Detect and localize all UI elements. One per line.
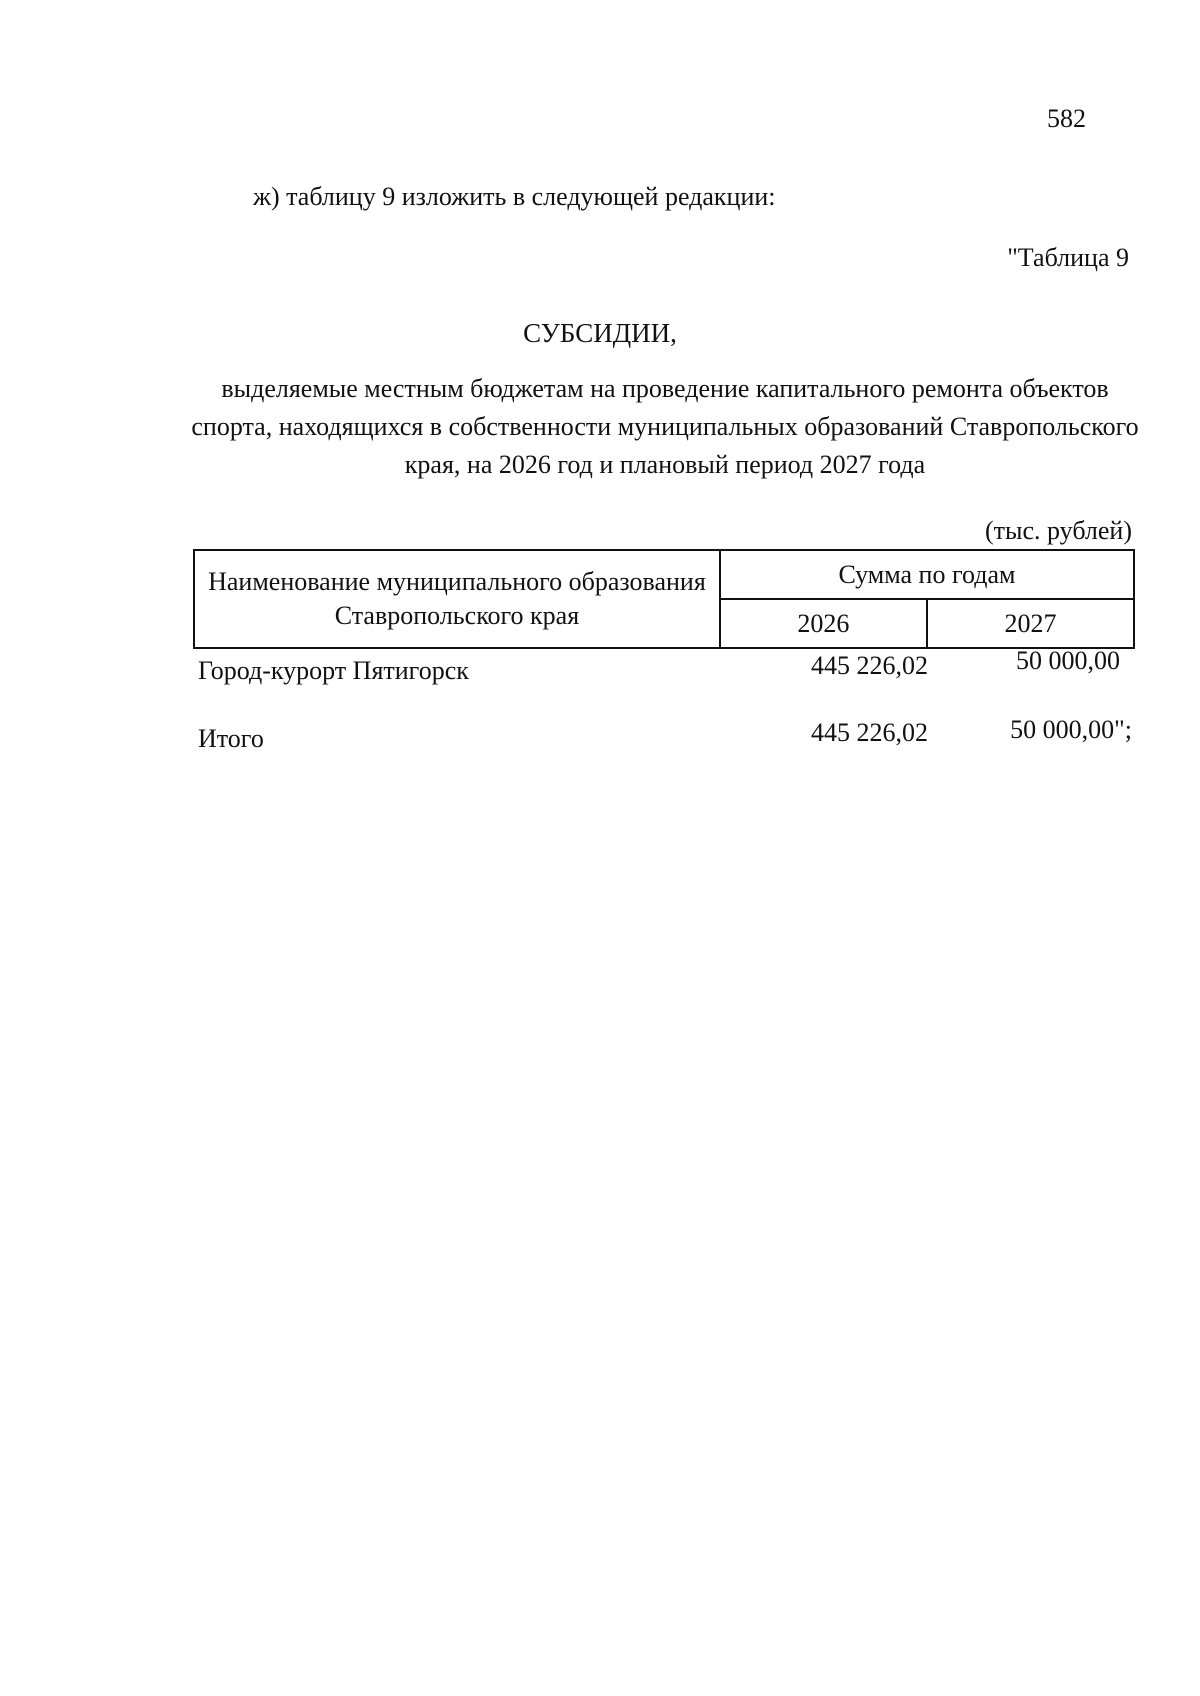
row-name: Город-курорт Пятигорск [198,656,469,685]
header-group-text: Сумма по годам [838,559,1016,589]
header-name-text: Наименование муниципального образования Ставропольского края [208,567,706,630]
page-number: 582 [1047,104,1086,133]
header-group-cell [720,550,1134,599]
document-subtitle: выделяемые местным бюджетам на проведение капитального ремонта объектов спорта, находящихся в собственности муниципальных образований Ставропольского края, на 2026 год и плановый период 2027 года [191,374,1139,479]
table-label: "Таблица 9 [1007,243,1129,272]
header-year-2027-text: 2027 [1004,608,1057,638]
table-header [193,549,1135,649]
header-year-2026-text: 2026 [797,608,850,638]
row-value-2026: 445 226,02 [811,651,928,680]
header-year-2026 [720,599,927,648]
instruction-text: ж) таблицу 9 изложить в следующей редакции: [253,182,776,211]
row-value-2027: 50 000,00 [1016,646,1120,675]
total-value-2027: 50 000,00"; [1010,715,1132,744]
units-label: (тыс. рублей) [984,516,1132,545]
document-title: СУБСИДИИ, [523,318,677,348]
total-label: Итого [198,724,264,753]
header-year-2027 [927,599,1134,648]
total-value-2026: 445 226,02 [811,718,928,747]
header-name-cell [194,550,720,648]
